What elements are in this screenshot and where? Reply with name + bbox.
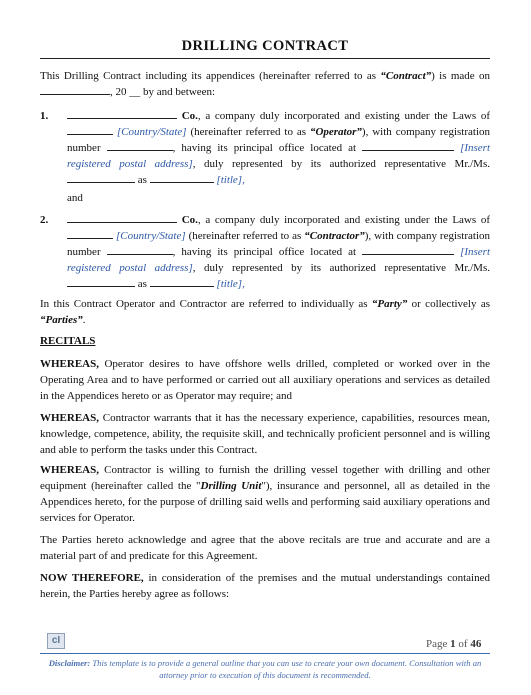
recital-lead: WHEREAS, [40,464,99,476]
definition-text: or collectively as [407,298,491,310]
company-suffix: Co. [181,214,198,226]
party-text: ), with company registration number [67,230,491,258]
acknowledgement-paragraph: The Parties hereto acknowledge and agree that the above recitals are true and accurate and are a material part of and predicate for this Agreement. [40,534,490,562]
page-label: Page [426,638,451,650]
title-blank[interactable] [150,172,214,183]
company-name-blank[interactable] [67,212,177,223]
title-blank[interactable] [150,276,214,287]
party-text: (hereinafter referred to as [185,230,305,242]
title-underline [40,58,490,59]
recital-text: Operator desires to have offshore wells drilled, completed or worked over in the Operating Area and to have performed or carried out all auxiliary operations and services as detailed in the Appendices hereto or as Operator may require; and [40,358,490,402]
party-text: ), with company registration number [67,126,491,154]
now-therefore-paragraph [40,570,490,602]
country-placeholder[interactable]: [Country/State] [115,230,186,242]
intro-text: This Drilling Contract including its appendices (hereinafter referred to as [40,70,381,82]
address-placeholder[interactable]: [Insert registered postal address] [67,246,491,274]
party-text: (hereinafter referred to as [186,126,310,138]
country-placeholder[interactable]: [Country/State] [116,126,187,138]
company-logo: cI [47,633,65,649]
recital-lead: WHEREAS, [40,358,99,370]
recital-3 [40,462,490,526]
contractor-term: “Contractor” [304,230,365,242]
and-text: and [67,192,83,204]
title-placeholder[interactable]: [title], [216,174,245,186]
party-text: , having its principal office located at [172,142,357,154]
address-blank[interactable] [362,244,454,255]
now-therefore-lead: NOW THEREFORE, [40,572,144,584]
recital-text: "), insurance and personnel, all as detailed in the Appendices hereto, for the purpose of drilling said wells and performing said auxiliary operations and services for Operator. [40,480,490,524]
party-number: 2. [40,214,49,226]
page-current: 1 [450,638,456,650]
party-text: as [135,278,150,290]
party-operator-text [67,108,490,188]
page-of: of [455,638,471,650]
country-blank[interactable] [67,124,113,135]
registration-blank[interactable] [107,244,173,255]
operator-term: “Operator” [309,126,362,138]
footer-rule [40,653,490,654]
party-number: 1. [40,110,49,122]
party-text: , a company duly incorporated and existing under the Laws of [197,110,490,122]
recital-text: Contractor warrants that it has the necessary experience, capabilities, resources mean, knowledge, competence, ability, the requisite skill, and technically proficient personnel and is willing and able to perform the tasks under this Contract. [40,412,490,456]
intro-text-2: ) is made on [431,70,490,82]
registration-blank[interactable] [107,140,173,151]
party-text: , duly represented by its authorized representative Mr./Ms. [192,262,490,274]
parties-definition [40,296,490,328]
recital-1 [40,356,490,404]
disclaimer-text: This template is to provide a general outline that you can use to create your own document. Consultation with an attorney prior to execution of this document is recommended. [90,658,482,680]
contract-term: “Contract” [380,70,432,82]
now-therefore-text: in consideration of the premises and the mutual understandings contained herein, the Parties hereby agree as follows: [40,572,490,600]
intro-text-3: , 20 __ by and between: [110,86,216,98]
country-blank[interactable] [67,228,113,239]
company-name-blank[interactable] [67,108,177,119]
intro-paragraph [40,68,490,100]
date-blank[interactable] [40,84,110,95]
disclaimer [40,657,490,681]
document-title: DRILLING CONTRACT [181,38,349,54]
party-term: “Party” [371,298,408,310]
party-text: , duly represented by its authorized representative Mr./Ms. [192,158,490,170]
address-placeholder[interactable]: [Insert registered postal address] [67,142,491,170]
title-placeholder[interactable]: [title], [216,278,245,290]
party-text: as [135,174,150,186]
disclaimer-label: Disclaimer: [48,658,91,668]
page-number [426,638,481,650]
recital-text: Contractor is willing to furnish the drilling vessel together with drilling and other equipment (hereinafter called the " [40,464,490,492]
definition-text: In this Contract Operator and Contractor are referred to individually as [40,298,372,310]
company-suffix: Co. [181,110,198,122]
drilling-unit-term: Drilling Unit [200,480,262,492]
party-text: , having its principal office located at [172,246,357,258]
representative-blank[interactable] [67,276,135,287]
address-blank[interactable] [362,140,454,151]
representative-blank[interactable] [67,172,135,183]
page-total: 46 [470,638,482,650]
party-text: , a company duly incorporated and existing under the Laws of [197,214,490,226]
parties-term: “Parties” [40,314,83,326]
recitals-heading: RECITALS [40,335,96,347]
party-contractor-text [67,212,490,292]
recital-2 [40,410,490,458]
definition-text: . [82,314,86,326]
recital-lead: WHEREAS, [40,412,99,424]
